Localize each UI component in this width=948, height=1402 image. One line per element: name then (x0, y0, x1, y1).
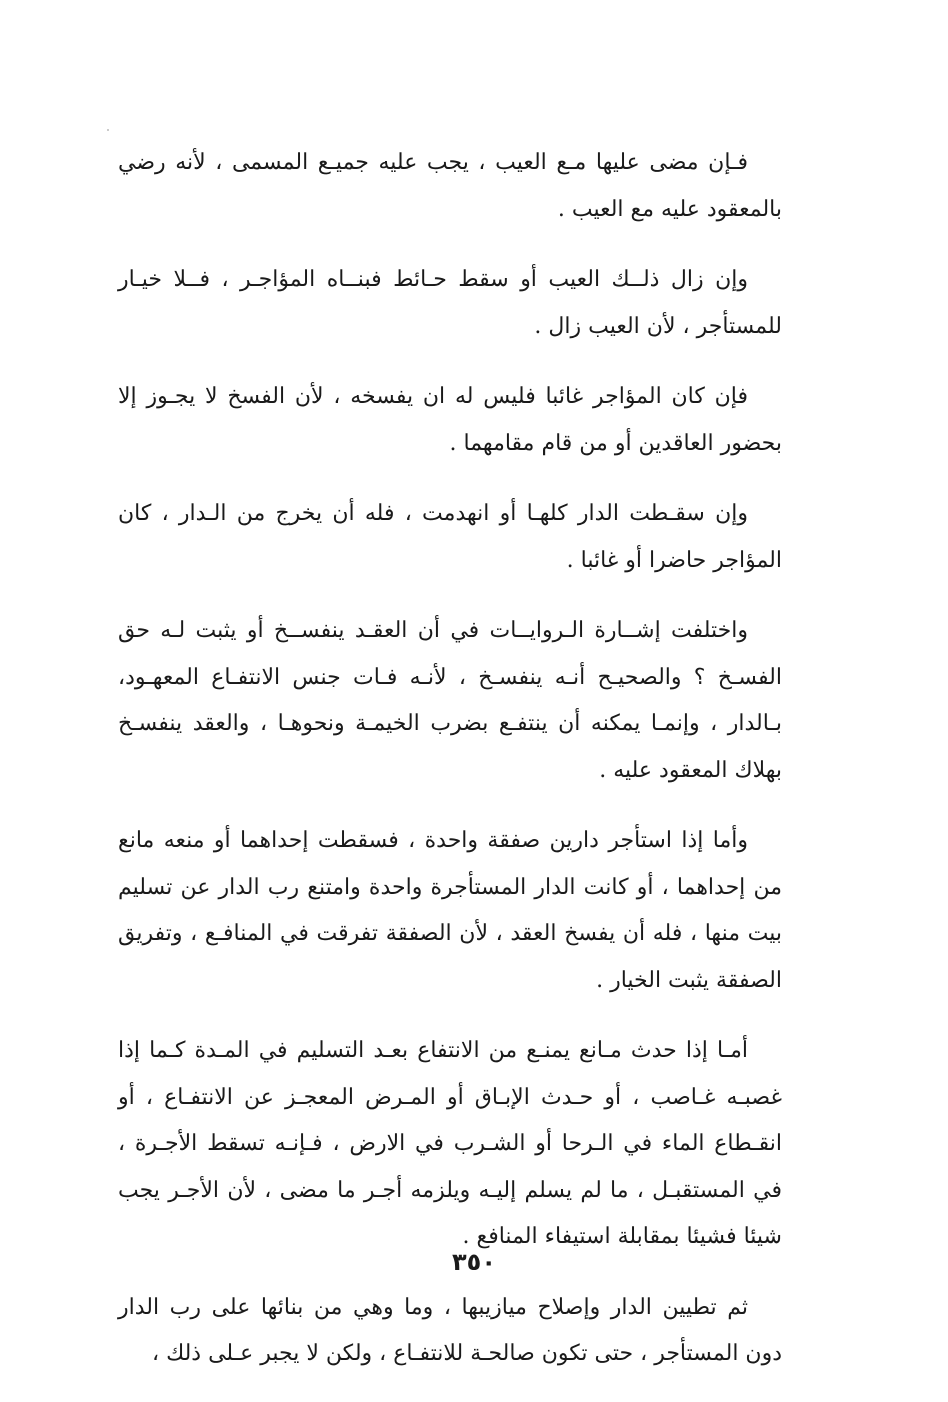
scan-speck (107, 129, 109, 131)
paragraph-7: أمـا إذا حدث مـانع يمنـع من الانتفاع بعـد التسليم في المـدة كـما إذا غصبـه غـاصب ، أو حـدث الإبـاق أو المـرض المعجـز عن الانتفـاع ، أو انقـطاع الماء في الـرحا أو الشـرب في الارض ، فـإنـه تسقط الأجـرة ، في المستقبـل ، ما لم يسلم إليـه ويلزمه أجـر ما مضى ، لأن الأجـر يجب شيئا فشيئا بمقابلة استيفاء المنافع . (118, 1038, 782, 1249)
paragraph-8: ثم تطيين الدار وإصلاح ميازيبها ، وما وهي من بنائها على رب الدار دون المستأجر ، حتى تكون صالحـة للانتفـاع ، ولكن لا يجبر عـلى ذلك ، (118, 1294, 782, 1366)
paragraph-2: وإن زال ذلــك العيب أو سقط حـائط فبنــاه المؤاجـر ، فــلا خيـار للمستأجر ، لأن العيب زال . (118, 267, 782, 339)
paragraph-6: وأما إذا استأجر دارين صفقة واحدة ، فسقطت إحداهما أو منعه مانع من إحداهما ، أو كانت الدار المستأجرة واحدة وامتنع رب الدار عن تسليم بيت منها ، فله أن يفسخ العقد ، لأن الصفقة تفرقت في المنافـع ، وتفريق الصفقة يثبت الخيار . (118, 828, 782, 993)
paragraph-5: واختلفت إشــارة الـروايــات في أن العقـد ينفســخ أو يثبت لـه حق الفسـخ ؟ والصحيـح أنـه ينفسـخ ، لأنـه فـات جنس الانتفـاع المعهـود، بـالدار ، وإنمـا يمكنه أن ينتفـع بضرب الخيمـة ونحوهـا ، والعقد ينفسـخ بهلاك المعقود عليه . (118, 618, 783, 783)
page-number: ٣٥٠ (452, 1248, 496, 1276)
paragraph-1: فـإن مضى عليها مـع العيب ، يجب عليه جميـع المسمى ، لأنه رضي بالمعقود عليه مع العيب . (118, 150, 782, 222)
paragraph-3: فإن كان المؤاجر غائبا فليس له ان يفسخه ، لأن الفسخ لا يجـوز إلا بحضور العاقدين أو من قام مقامهما . (118, 384, 782, 456)
paragraph-4: وإن سقـطت الدار كلهـا أو انهدمت ، فله أن يخرج من الـدار ، كان المؤاجر حاضرا أو غائبا . (118, 501, 782, 573)
document-body (118, 140, 782, 1402)
